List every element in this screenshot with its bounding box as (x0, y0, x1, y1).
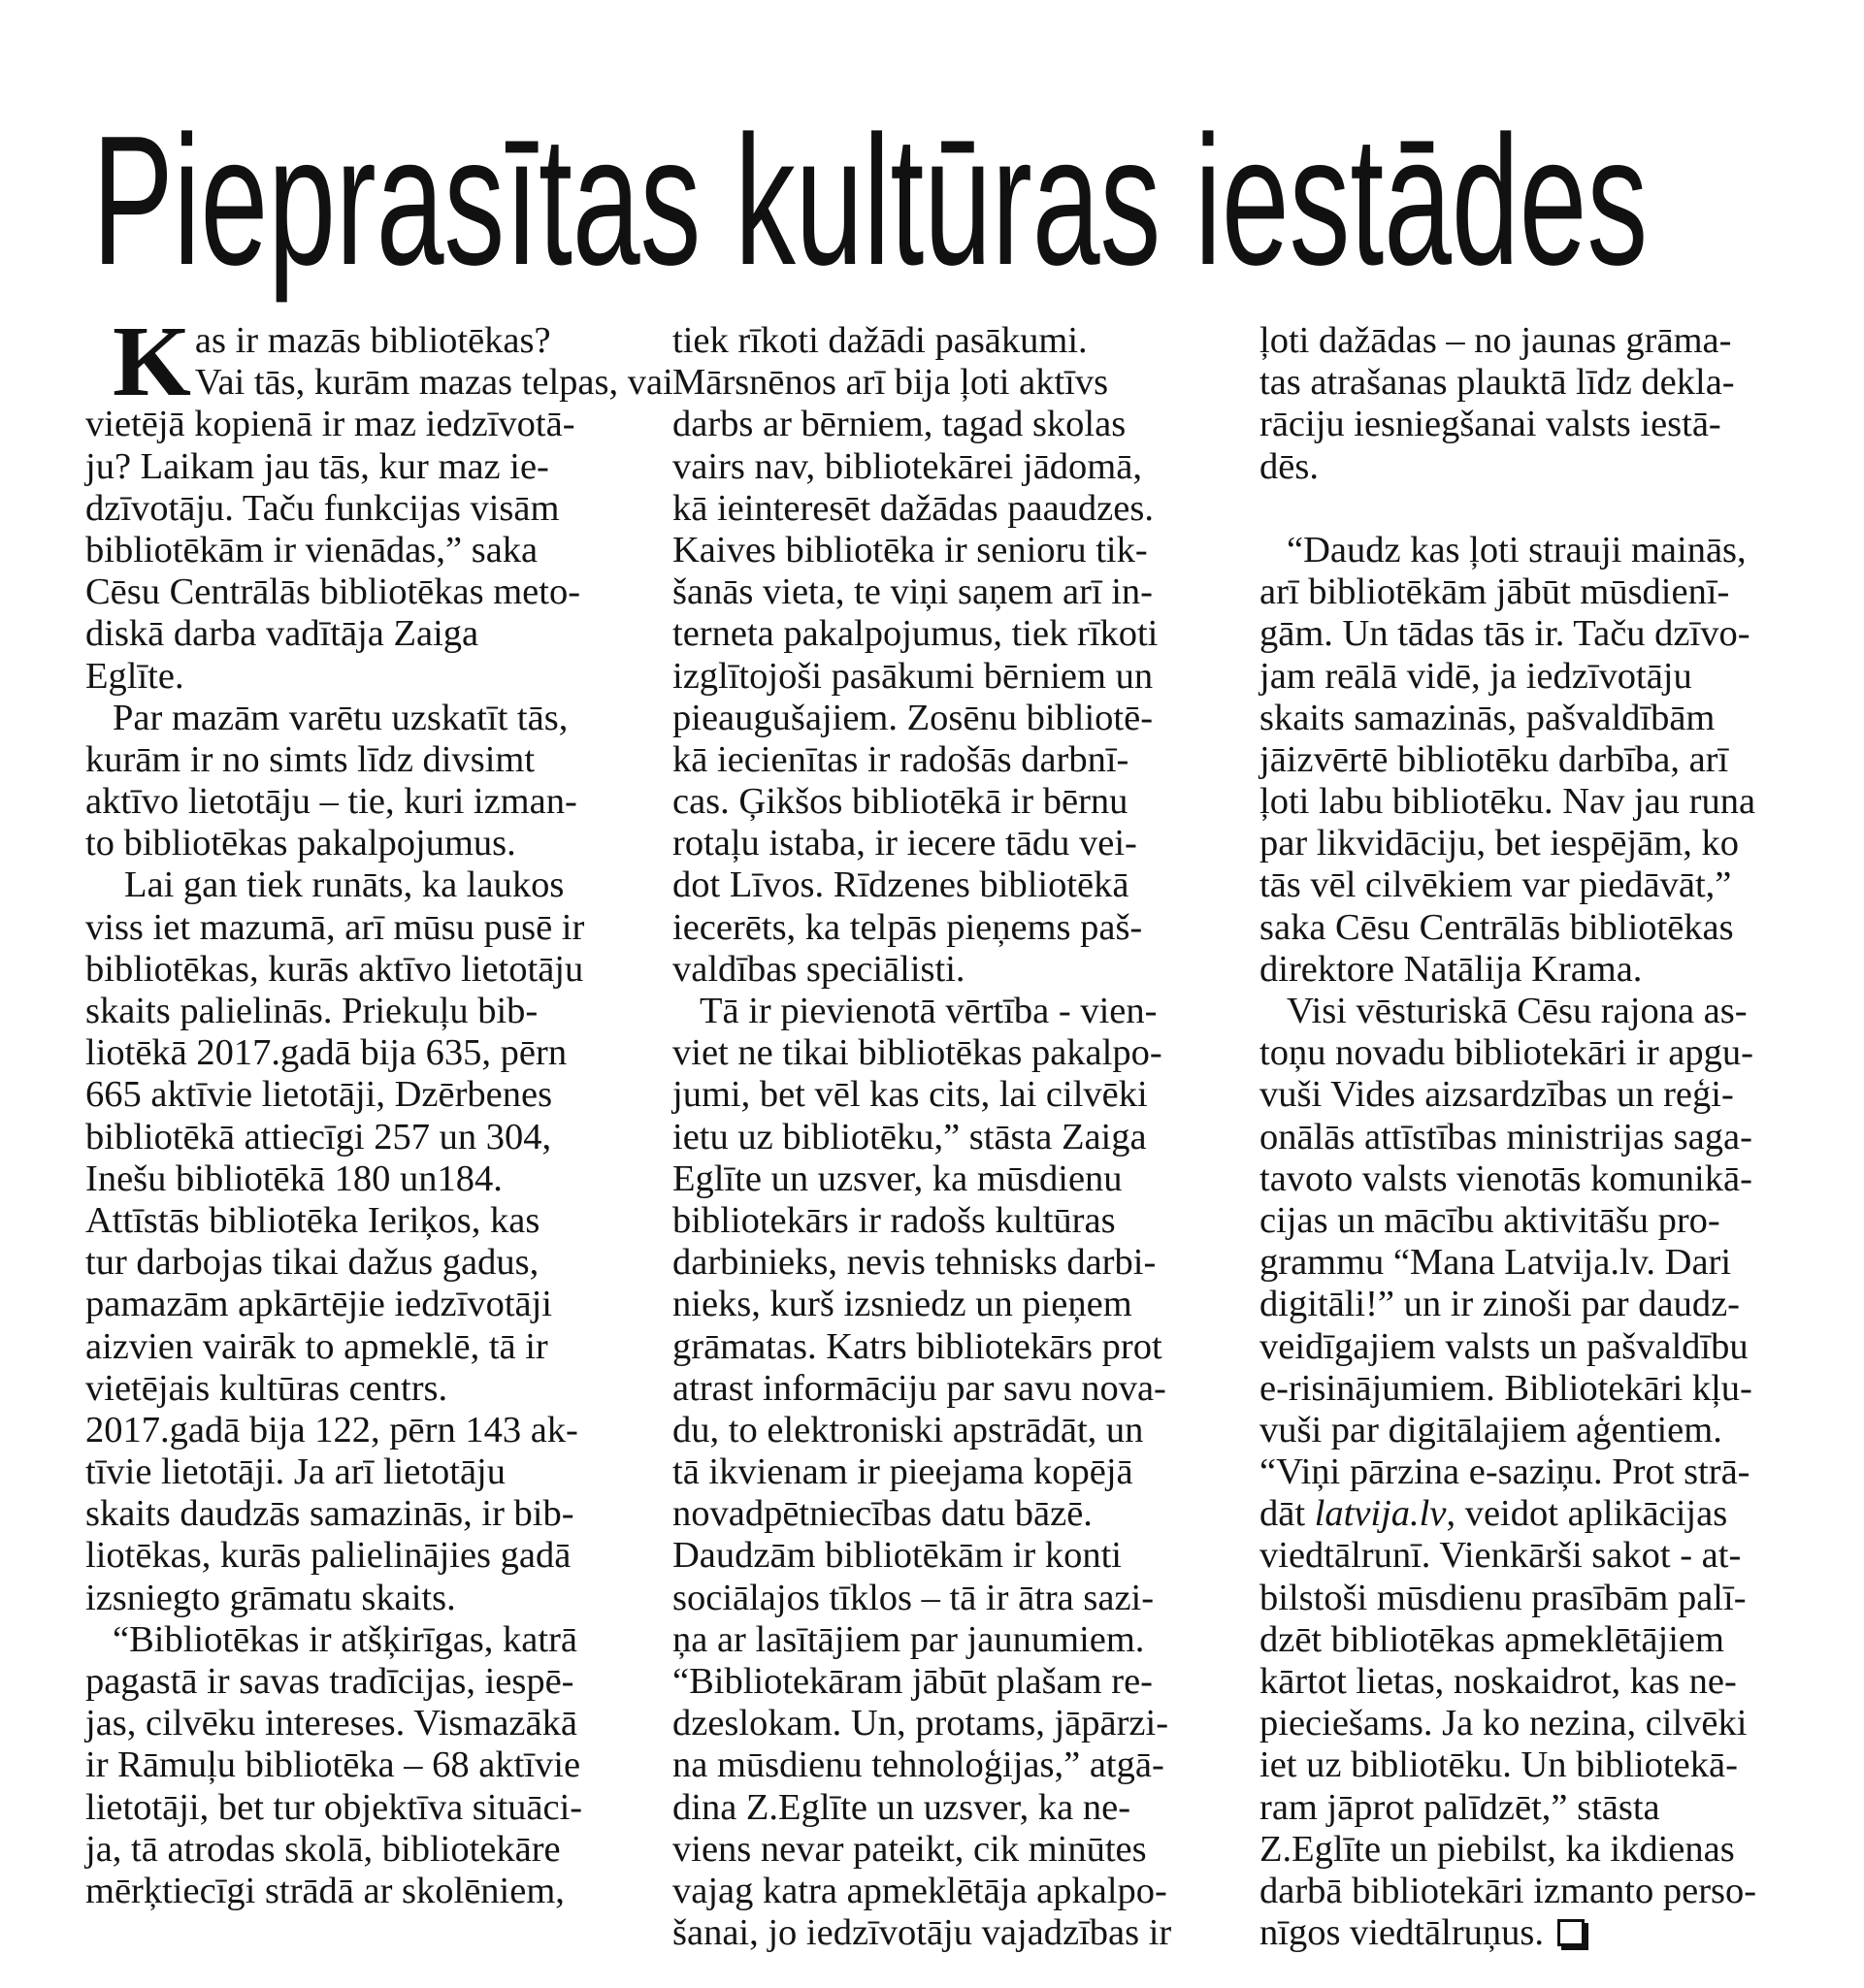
column-line: vairs nav, bibliotekārei jādomā, (672, 445, 1142, 487)
column-line: Kaives bibliotēka ir senioru tik- (672, 529, 1148, 570)
column-line: Eglīte. (85, 655, 184, 697)
column-line: dāt latvija.lv, veidot aplikācijas (1259, 1493, 1728, 1535)
column-line: ju? Laikam jau tās, kur maz ie- (85, 445, 549, 487)
column-line: jas, cilvēku intereses. Vismazākā (85, 1703, 577, 1744)
column-line: liotēkas, kurās palielinājies gadā (85, 1535, 572, 1577)
column-line: Visi vēsturiskā Cēsu rajona as- (1287, 991, 1748, 1031)
column-line: izglītojoši pasākumi bērniem un (672, 655, 1154, 697)
article-column-1 (85, 306, 673, 1912)
column-line: vietējais kultūras centrs. (85, 1367, 448, 1409)
column-line: to bibliotēkas pakalpojumus. (85, 823, 516, 864)
column-line: vajag katra apmeklētāja apkalpo- (672, 1870, 1167, 1911)
column-line: lietotāji, bet tur objektīva situāci- (85, 1786, 583, 1828)
column-line: tavoto valsts vienotās komunikā- (1259, 1157, 1752, 1199)
column-line: “Daudz kas ļoti strauji mainās, (1287, 529, 1747, 570)
article-column-3 (1259, 320, 1803, 1954)
column-line: pieaugušajiem. Zosēnu bibliotē- (672, 697, 1154, 738)
column-line: skaits daudzās samazinās, ir bib- (85, 1493, 574, 1535)
column-line: vuši par digitālajiem aģentiem. (1259, 1409, 1722, 1450)
column-line: Tā ir pievienotā vērtība - vien- (700, 991, 1158, 1031)
column-line: saka Cēsu Centrālās bibliotēkas (1259, 906, 1734, 948)
column-line: darbs ar bērniem, tagad skolas (672, 404, 1127, 445)
column-line: atrast informāciju par savu nova- (672, 1367, 1166, 1409)
column-line: kārtot lietas, noskaidrot, kas ne- (1259, 1661, 1737, 1702)
column-line: bilstoši mūsdienu prasībām palī- (1259, 1577, 1747, 1618)
column-line: bibliotēkā attiecīgi 257 un 304, (85, 1116, 552, 1157)
column-line: pamazām apkārtējie iedzīvotāji (85, 1284, 553, 1325)
column-line: as ir mazās bibliotēkas? (194, 320, 551, 361)
column-line: onālās attīstības ministrijas saga- (1259, 1116, 1752, 1157)
column-line: ņa ar lasītājiem par jaunumiem. (672, 1618, 1145, 1660)
column-line: rotaļu istaba, ir iecere tādu vei- (672, 823, 1137, 864)
column-line: nieks, kurš izsniedz un pieņem (672, 1284, 1132, 1325)
column-line: jāizvērtē bibliotēku darbība, arī (1259, 738, 1729, 780)
column-line: “Viņi pārzina e-saziņu. Prot strā- (1259, 1451, 1750, 1493)
column-line: grāmatas. Katrs bibliotekārs prot (672, 1325, 1162, 1367)
column-line: šanās vieta, te viņi saņem arī in- (672, 571, 1153, 613)
column-line: nīgos viedtālruņus. (1259, 1912, 1803, 1954)
column-line: viedtālrunī. Vienkārši sakot - at- (1259, 1535, 1742, 1577)
column-line: par likvidāciju, bet iespējām, ko (1259, 823, 1739, 864)
column-line: veidīgajiem valsts un pašvaldību (1259, 1325, 1749, 1367)
column-line: pagastā ir savas tradīcijas, iespē- (85, 1661, 574, 1702)
column-line: “Bibliotekāram jābūt plašam re- (672, 1661, 1153, 1702)
column-line: viet ne tikai bibliotēkas pakalpo- (672, 1032, 1162, 1074)
column-line: rāciju iesniegšanai valsts iestā- (1259, 404, 1721, 445)
column-line: dzēt bibliotēkas apmeklētājiem (1259, 1618, 1724, 1660)
website-name: latvija.lv (1314, 1493, 1447, 1535)
column-line: aizvien vairāk to apmeklē, tā ir (85, 1325, 548, 1367)
column-line: ietu uz bibliotēku,” stāsta Zaiga (672, 1116, 1147, 1157)
column-line: bibliotekārs ir radošs kultūras (672, 1199, 1116, 1241)
column-line: tīvie lietotāji. Ja arī lietotāju (85, 1451, 506, 1493)
column-line: aktīvo lietotāju – tie, kuri izman- (85, 781, 577, 823)
column-line: darbinieks, nevis tehnisks darbi- (672, 1242, 1157, 1284)
column-line: 665 aktīvie lietotāji, Dzērbenes (85, 1074, 553, 1116)
column-line: grammu “Mana Latvija.lv. Dari (1259, 1242, 1732, 1284)
column-line: ļoti dažādas – no jaunas grāma- (1259, 320, 1732, 361)
column-line: ir Rāmuļu bibliotēka – 68 aktīvie (85, 1744, 581, 1786)
column-3-body (1259, 320, 1803, 1954)
column-line: du, to elektroniski apstrādāt, un (672, 1409, 1144, 1450)
column-line: Vai tās, kurām mazas telpas, vai (194, 362, 673, 404)
column-line: digitāli!” un ir zinoši par daudz- (1259, 1284, 1740, 1325)
column-line: dot Līvos. Rīdzenes bibliotēkā (672, 864, 1129, 906)
column-line: diskā darba vadītāja Zaiga (85, 613, 479, 655)
column-line: “Bibliotēkas ir atšķirīgas, katrā (113, 1618, 577, 1660)
column-line: liotēkā 2017.gadā bija 635, pērn (85, 1032, 568, 1074)
drop-cap: K (113, 306, 191, 417)
article-headline: Pieprasītas kultūras iestādes (92, 98, 1649, 304)
column-1-body (85, 362, 673, 1912)
column-line: novadpētniecības datu bāzē. (672, 1493, 1093, 1535)
column-line: kā iecienītas ir radošās darbnī- (672, 738, 1129, 780)
column-line: cijas un mācību aktivitāšu pro- (1259, 1199, 1720, 1241)
column-line: toņu novadu bibliotekāri ir apgu- (1259, 1032, 1753, 1074)
column-line: Mārsnēnos arī bija ļoti aktīvs (672, 362, 1109, 404)
column-line: dina Z.Eglīte un uzsver, ka ne- (672, 1786, 1131, 1828)
column-line: bibliotēkām ir vienādas,” saka (85, 529, 539, 570)
column-line: mērķtiecīgi strādā ar skolēniem, (85, 1870, 565, 1911)
column-line: ram jāprot palīdzēt,” stāsta (1259, 1786, 1660, 1828)
column-line: tās vēl cilvēkiem var piedāvāt,” (1259, 864, 1732, 906)
column-line: darbā bibliotekāri izmanto perso- (1259, 1870, 1757, 1911)
column-line: jam reālā vidē, ja iedzīvotāju (1259, 655, 1692, 697)
column-line: sociālajos tīklos – tā ir ātra sazi- (672, 1577, 1155, 1618)
column-line: Eglīte un uzsver, ka mūsdienu (672, 1157, 1123, 1199)
column-line: šanai, jo iedzīvotāju vajadzības ir (672, 1912, 1172, 1954)
column-line: Z.Eglīte un piebilst, ka ikdienas (1259, 1828, 1735, 1870)
column-line: ja, tā atrodas skolā, bibliotekāre (85, 1828, 561, 1870)
column-line: Lai gan tiek runāts, ka laukos (124, 864, 565, 906)
column-line: ļoti labu bibliotēku. Nav jau runa (1259, 781, 1756, 823)
column-line: bibliotēkas, kurās aktīvo lietotāju (85, 948, 584, 990)
column-line: jumi, bet vēl kas cits, lai cilvēki (672, 1074, 1148, 1116)
column-line: Inešu bibliotēkā 180 un184. (85, 1157, 503, 1199)
column-line: na mūsdienu tehnoloģijas,” atgā- (672, 1744, 1164, 1786)
column-line: terneta pakalpojumus, tiek rīkoti (672, 613, 1159, 655)
column-line: gām. Un tādas tās ir. Taču dzīvo- (1259, 613, 1750, 655)
column-line: dēs. (1259, 445, 1319, 487)
article-column-2 (672, 320, 1216, 1954)
column-line: Daudzām bibliotēkām ir konti (672, 1535, 1122, 1577)
column-line: cas. Ģikšos bibliotēkā ir bērnu (672, 781, 1128, 823)
column-spacer (1259, 488, 1803, 530)
column-line: dzeslokam. Un, protams, jāpārzi- (672, 1703, 1169, 1744)
column-line: e-risinājumiem. Bibliotekāri kļu- (1259, 1367, 1752, 1409)
column-line: dzīvotāju. Taču funkcijas visām (85, 487, 560, 529)
column-line: Cēsu Centrālās bibliotēkas meto- (85, 571, 581, 613)
column-line: kā ieinteresēt dažādas paaudzes. (672, 487, 1154, 529)
column-line: viens nevar pateikt, cik minūtes (672, 1828, 1147, 1870)
column-line: direktore Natālija Krama. (1259, 948, 1643, 990)
column-line: Attīstās bibliotēka Ieriķos, kas (85, 1199, 540, 1241)
column-line: 2017.gadā bija 122, pērn 143 ak- (85, 1409, 578, 1450)
column-line: viss iet mazumā, arī mūsu pusē ir (85, 906, 585, 948)
column-line: vuši Vides aizsardzības un reģi- (1259, 1074, 1734, 1116)
column-line: izsniegto grāmatu skaits. (85, 1577, 456, 1618)
column-line: iecerēts, ka telpās pieņems paš- (672, 906, 1143, 948)
column-line: arī bibliotēkām jābūt mūsdienī- (1259, 571, 1730, 613)
column-line: skaits samazinās, pašvaldībām (1259, 697, 1716, 738)
column-line: tur darbojas tikai dažus gadus, (85, 1242, 540, 1284)
column-line: tas atrašanas plauktā līdz dekla- (1259, 362, 1735, 404)
column-line: iet uz bibliotēku. Un bibliotekā- (1259, 1744, 1738, 1786)
column-line: kurām ir no simts līdz divsimt (85, 738, 536, 780)
end-of-article-icon (1557, 1919, 1585, 1946)
column-line: vietējā kopienā ir maz iedzīvotā- (85, 404, 575, 445)
column-line: skaits palielinās. Priekuļu bib- (85, 991, 539, 1031)
column-line: Par mazām varētu uzskatīt tās, (113, 697, 569, 738)
column-line: tiek rīkoti dažādi pasākumi. (672, 320, 1088, 361)
column-line: pieciešams. Ja ko nezina, cilvēki (1259, 1703, 1748, 1744)
column-line: tā ikvienam ir pieejama kopējā (672, 1451, 1133, 1493)
column-line: valdības speciālisti. (672, 948, 965, 990)
column-2-body (672, 320, 1216, 1954)
